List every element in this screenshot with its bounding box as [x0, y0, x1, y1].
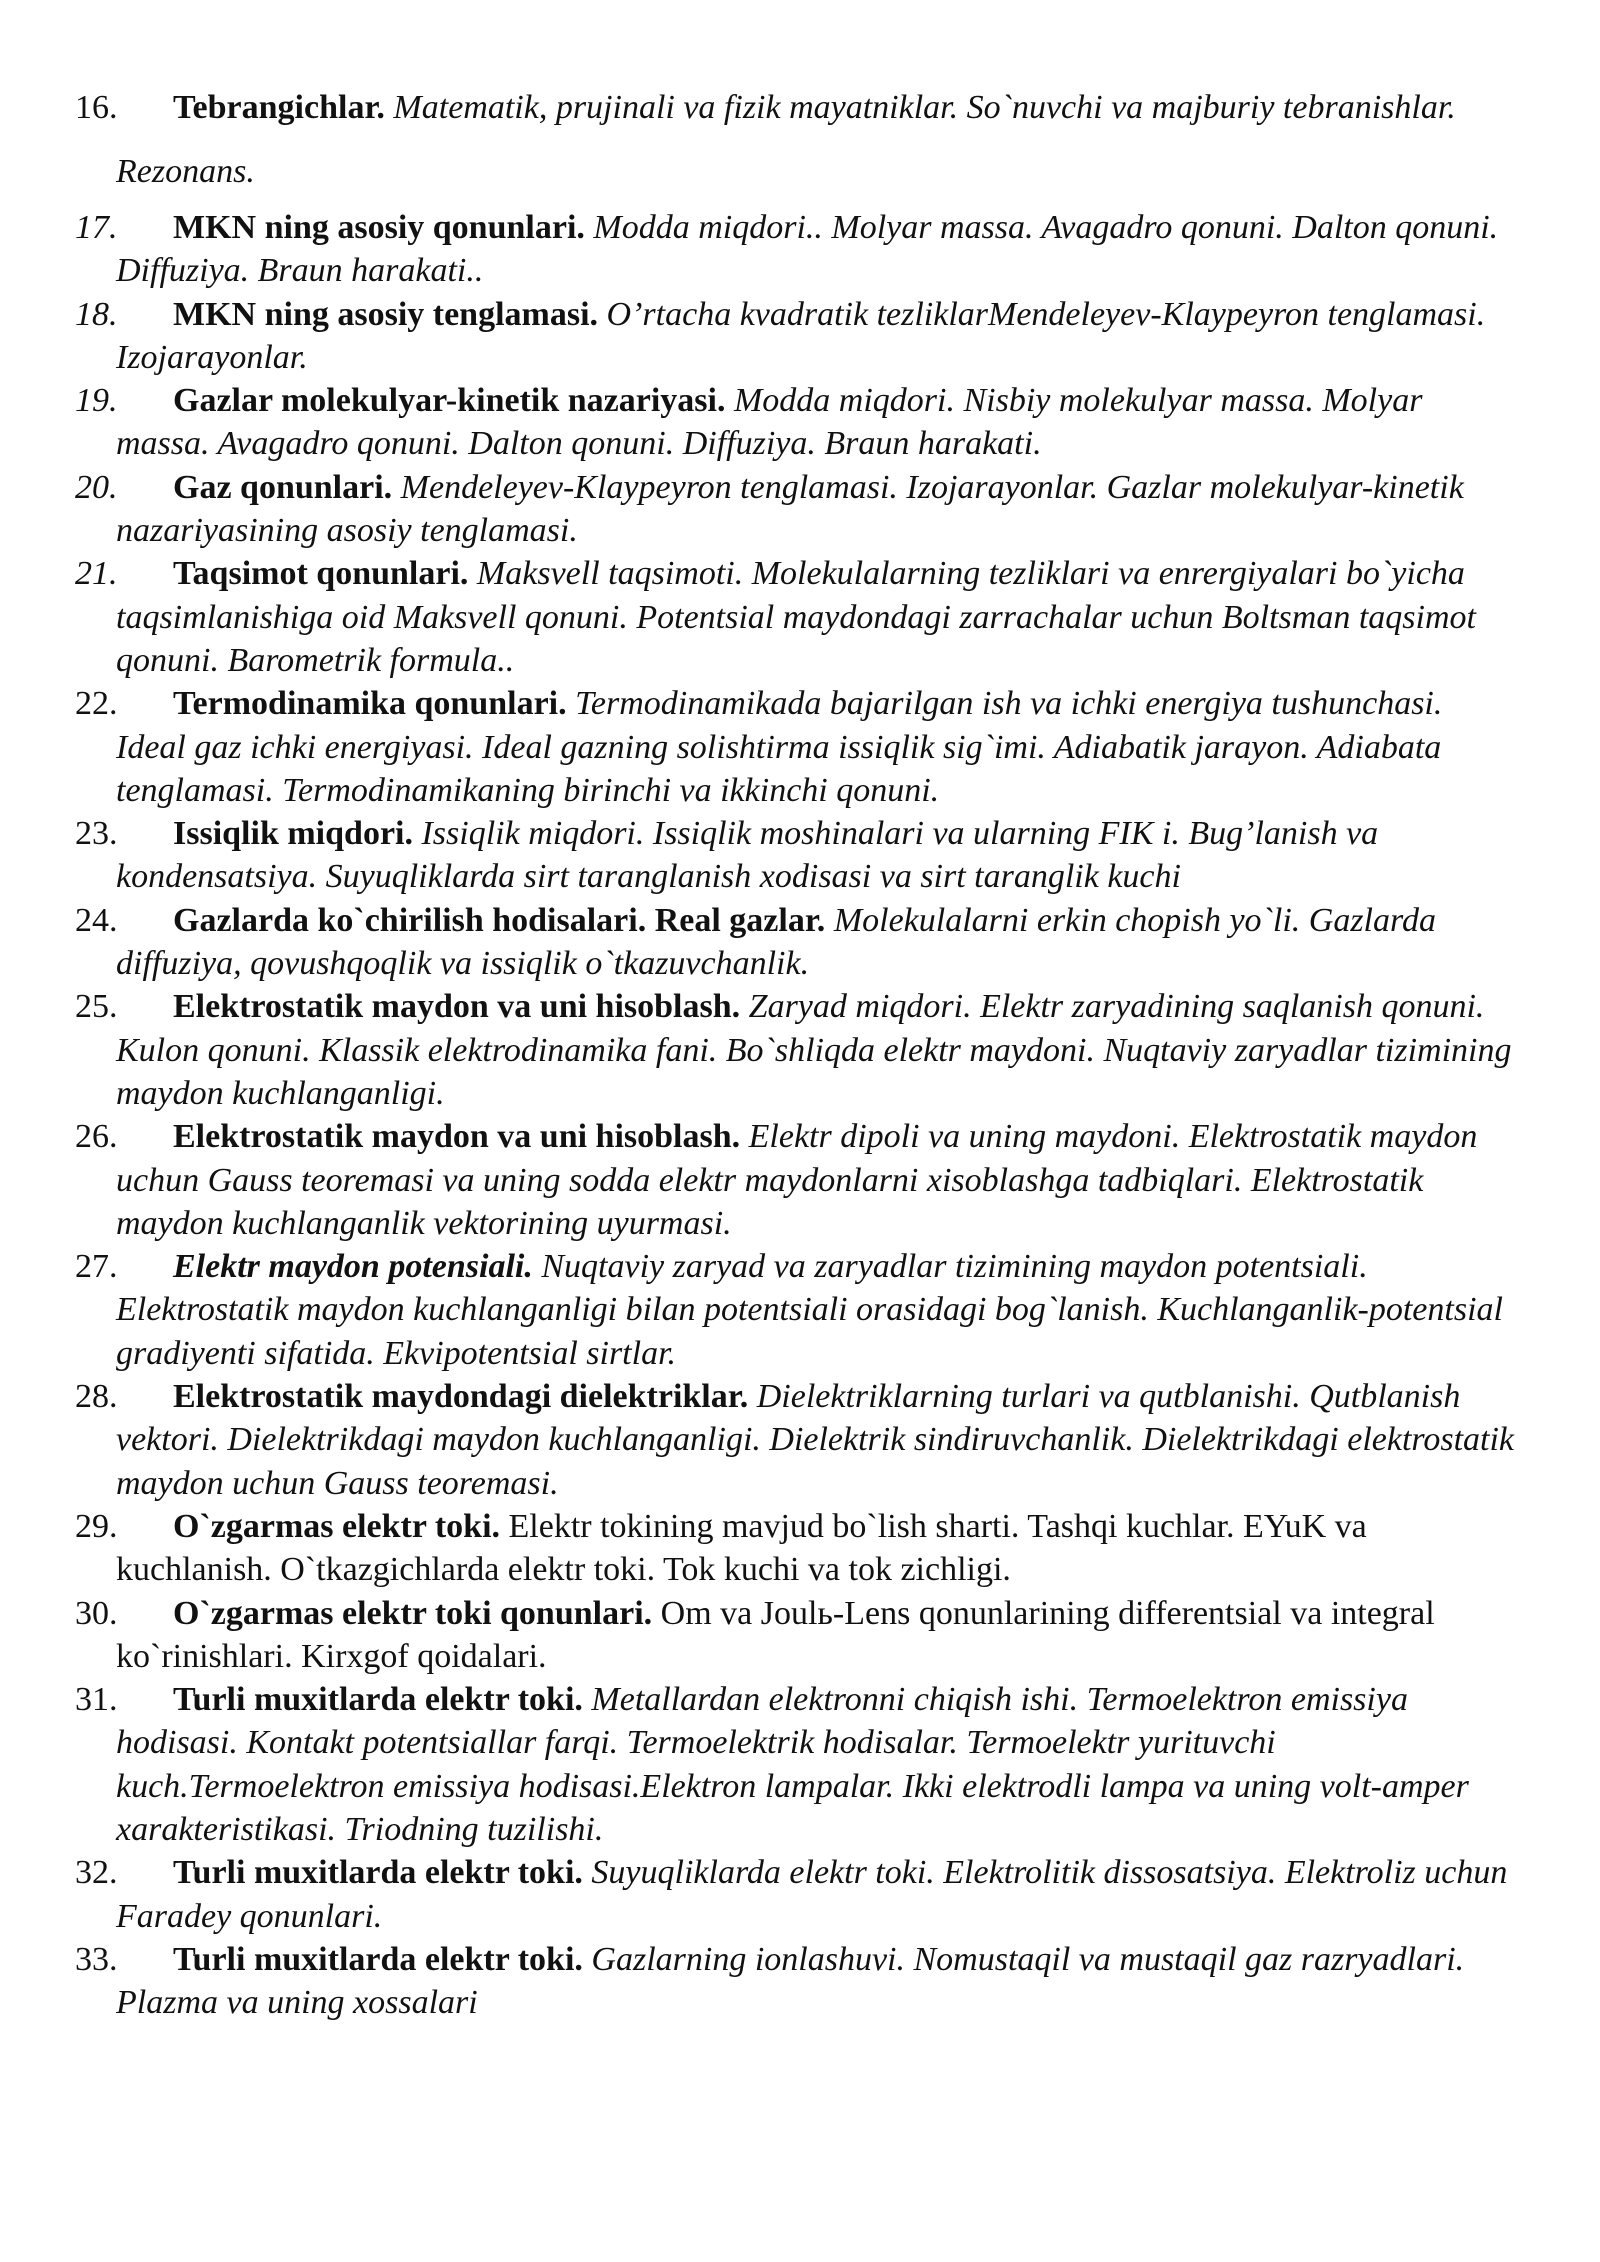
- topic-heading: O`zgarmas elektr toki.: [173, 1507, 501, 1545]
- topic-item: [75, 1678, 1520, 1851]
- topic-list: [75, 76, 1520, 2024]
- topic-heading: Gazlar molekulyar-kinetik nazariyasi.: [173, 382, 726, 420]
- topic-heading: Gazlarda ko`chirilish hodisalari. Real gazlar.: [173, 901, 826, 939]
- topic-number: 16.: [75, 89, 118, 126]
- topic-item: [75, 1115, 1520, 1245]
- topic-description: Elektr tokining mavjud bo`lish sharti. Tashqi kuchlar. EYuK va kuchlanish. O`tkazgichlarda elektr toki. Tok kuchi va tok zichligi.: [116, 1507, 1367, 1589]
- topic-heading: Issiqlik miqdori.: [173, 815, 413, 853]
- topic-heading: Turli muxitlarda elektr toki.: [173, 1940, 583, 1978]
- topic-description: Modda miqdori.. Molyar massa. Avagadro qonuni. Dalton qonuni. Diffuziya. Braun harakati..: [116, 209, 1499, 290]
- topic-heading: Elektrostatik maydon va uni hisoblash.: [173, 1118, 741, 1156]
- topic-number: 21.: [75, 555, 118, 593]
- topic-item: [75, 985, 1520, 1115]
- topic-item: [75, 1851, 1520, 1938]
- topic-heading: Elektrostatik maydon va uni hisoblash.: [173, 988, 741, 1026]
- topic-description: Nuqtaviy zaryad va zaryadlar tizimining maydon potentsiali. Elektrostatik maydon kuchlanganligi bilan potentsiali orasidagi bog`lanish. Kuchlanganlik-potentsial gradiyenti sifatida. Ekvipotentsial sirtlar.: [116, 1248, 1503, 1372]
- topic-item: [75, 206, 1520, 293]
- topic-number: 25.: [75, 988, 118, 1026]
- topic-heading: Gaz qonunlari.: [173, 468, 393, 506]
- topic-item: [75, 682, 1520, 812]
- topic-item: [75, 812, 1520, 899]
- topic-heading: Elektr maydon potensiali.: [173, 1248, 533, 1286]
- topic-number: 22.: [75, 685, 118, 723]
- topic-heading: Elektrostatik maydondagi dielektriklar.: [173, 1378, 749, 1416]
- topic-item: [75, 552, 1520, 682]
- topic-description: Dielektriklarning turlari va qutblanishi. Qutblanish vektori. Dielektrikdagi maydon kuchlanganligi. Dielektrik sindiruvchanlik. Dielektrikdagi elektrostatik maydon uchun Gauss teoremasi.: [116, 1378, 1515, 1502]
- topic-description: Elektr dipoli va uning maydoni. Elektrostatik maydon uchun Gauss teoremasi va uning sodda elektr maydonlarni xisoblashga tadbiqlari. Elektrostatik maydon kuchlanganlik vektorining uyurmasi.: [116, 1118, 1478, 1242]
- topic-description: Metallardan elektronni chiqish ishi. Termoelektron emissiya hodisasi. Kontakt potentsiallar farqi. Termoelektrik hodisalar. Termoelektr yurituvchi kuch.Termoelektron emissiya hodisasi.Elektron lampalar. Ikki elektrodli lampa va uning volt-amper xarakteristikasi. Triodning tuzilishi.: [116, 1681, 1469, 1848]
- topic-heading: Termodinamika qonunlari.: [173, 685, 567, 723]
- topic-number: 18.: [75, 295, 118, 333]
- topic-number: 30.: [75, 1594, 118, 1632]
- topic-number: 27.: [75, 1248, 118, 1286]
- topic-number: 17.: [75, 209, 118, 246]
- topic-description: Molekulalarni erkin chopish yo`li. Gazlarda diffuziya, qovushqoqlik va issiqlik o`tkazuvchanlik.: [116, 901, 1436, 983]
- topic-number: 24.: [75, 901, 118, 939]
- topic-number: 28.: [75, 1378, 118, 1416]
- topic-item: [75, 1375, 1520, 1505]
- topic-heading: O`zgarmas elektr toki qonunlari.: [173, 1594, 653, 1632]
- topic-description: O’rtacha kvadratik tezliklarMendeleyev-Klaypeyron tenglamasi. Izojarayonlar.: [116, 295, 1486, 376]
- topic-item: [75, 1938, 1520, 2025]
- topic-description: Matematik, prujinali va fizik mayatniklar. So`nuvchi va majburiy tebranishlar. Rezonans.: [116, 89, 1456, 190]
- topic-item: [75, 76, 1520, 204]
- topic-number: 29.: [75, 1507, 118, 1545]
- topic-item: [75, 1592, 1520, 1679]
- topic-description: Zaryad miqdori. Elektr zaryadining saqlanish qonuni. Kulon qonuni. Klassik elektrodinamika fani. Bo`shliqda elektr maydoni. Nuqtaviy zaryadlar tizimining maydon kuchlanganligi.: [116, 988, 1512, 1112]
- topic-description: Termodinamikada bajarilgan ish va ichki energiya tushunchasi. Ideal gaz ichki energiyasi. Ideal gazning solishtirma issiqlik sig`imi. Adiabatik jarayon. Adiabata tenglamasi. Termodinamikaning birinchi va ikkinchi qonuni.: [116, 685, 1443, 809]
- topic-description: Maksvell taqsimoti. Molekulalarning tezliklari va enrergiyalari bo`yicha taqsimlanishiga oid Maksvell qonuni. Potentsial maydondagi zarrachalar uchun Boltsman taqsimot qonuni. Barometrik formula..: [116, 555, 1476, 679]
- topic-heading: Turli muxitlarda elektr toki.: [173, 1681, 583, 1719]
- topic-heading: Tebrangichlar.: [173, 89, 385, 126]
- topic-number: 23.: [75, 815, 118, 853]
- topic-description: Mendeleyev-Klaypeyron tenglamasi. Izojarayonlar. Gazlar molekulyar-kinetik nazariyasining asosiy tenglamasi.: [116, 468, 1464, 550]
- topic-number: 31.: [75, 1681, 118, 1719]
- topic-description: Modda miqdori. Nisbiy molekulyar massa. Molyar massa. Avagadro qonuni. Dalton qonuni. Diffuziya. Braun harakati.: [116, 382, 1423, 463]
- topic-number: 19.: [75, 382, 118, 420]
- topic-number: 26.: [75, 1118, 118, 1156]
- topic-item: [75, 379, 1520, 466]
- topic-description: Gazlarning ionlashuvi. Nomustaqil va mustaqil gaz razryadlari. Plazma va uning xossalari: [116, 1940, 1465, 2022]
- topic-item: [75, 293, 1520, 380]
- topic-heading: Turli muxitlarda elektr toki.: [173, 1854, 583, 1892]
- topic-description: Suyuqliklarda elektr toki. Elektrolitik dissosatsiya. Elektroliz uchun Faradey qonunlari.: [116, 1854, 1508, 1935]
- topic-description: Issiqlik miqdori. Issiqlik moshinalari va ularning FIK i. Bug’lanish va kondensatsiya. Suyuqliklarda sirt taranglanish xodisasi va sirt taranglik kuchi: [116, 815, 1379, 896]
- topic-heading: MKN ning asosiy tenglamasi.: [173, 295, 599, 333]
- topic-heading: Taqsimot qonunlari.: [173, 555, 469, 593]
- topic-item: [75, 1505, 1520, 1592]
- topic-description: Om va Joulь-Lens qonunlarining differentsial va integral ko`rinishlari. Kirxgof qoidalari.: [116, 1594, 1435, 1675]
- topic-heading: MKN ning asosiy qonunlari.: [173, 209, 585, 246]
- topic-item: [75, 1245, 1520, 1375]
- topic-item: [75, 899, 1520, 986]
- topic-item: [75, 466, 1520, 553]
- topic-number: 32.: [75, 1854, 118, 1892]
- topic-number: 20.: [75, 468, 118, 506]
- topic-number: 33.: [75, 1940, 118, 1978]
